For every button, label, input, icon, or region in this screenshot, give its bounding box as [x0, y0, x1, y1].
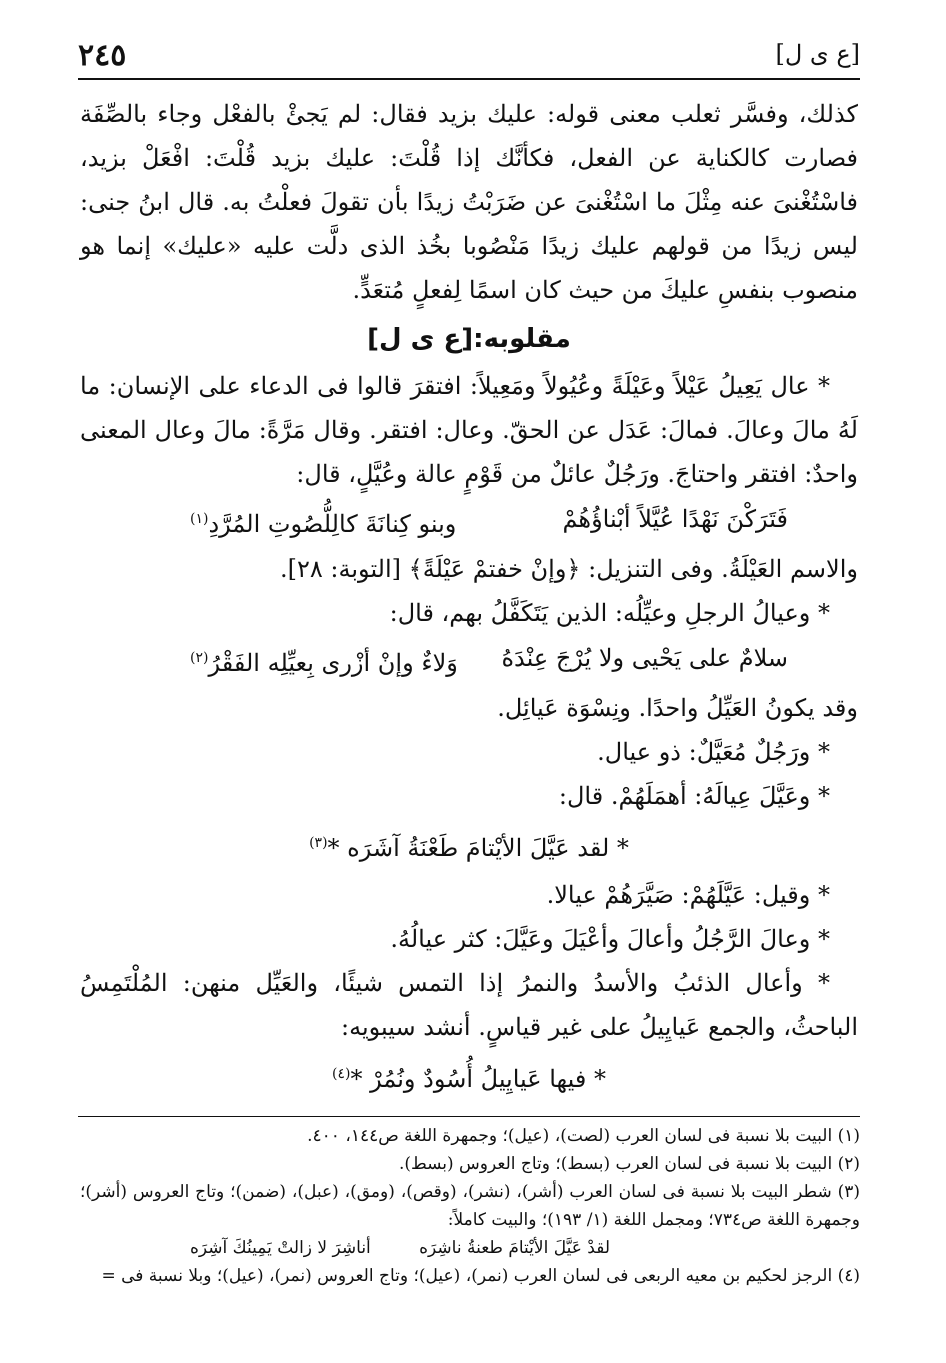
entry-line-7: * وعَيَّلَ عِيالَهُ: أهمَلَهُمْ. قال:: [558, 782, 830, 810]
paragraph-3: والاسم العَيْلَةُ. وفى التنزيل: ﴿وإنْ خفتمْ عَيْلَةً﴾ [التوبة: ٢٨].: [280, 555, 858, 583]
footnote-rule: [78, 1116, 860, 1117]
page-number: ٢٤٥: [78, 38, 127, 73]
verse-3: [80, 818, 858, 873]
paragraph-5: وقد يكونُ العَيِّلُ واحدًا. ونِسْوَة عَيائِل.: [497, 694, 858, 722]
verse-4-text: * فيها عَيايِيلُ أُسُودٌ ونُمُرْ *: [350, 1065, 606, 1093]
paragraph-10: * وأعال الذئبُ والأسدُ والنمرُ إذا التمس شيئًا، والعَيِّل منهن: المُلْتَمِسُ الباحثُ، والجمع عَيايِيلُ على غير قياسٍ. أنشد سيبويه:: [80, 969, 858, 1041]
paragraph-4: * وعيالُ الرجلِ وعيِّلُه: الذين يَتَكَفَّلُ بهم، قال:: [389, 599, 830, 627]
main-text: [80, 92, 858, 1104]
footnotes: [80, 1122, 860, 1290]
footnote-ref-1: (١): [190, 511, 209, 527]
footnote-4: (٤) الرجز لحكيم بن معيه الربعى فى لسان العرب (نمر)، (عيل)؛ وتاج العروس (نمر)، (عيل)؛ وبلا نسبة فى =: [101, 1266, 860, 1286]
verse-1-first-hemistich: فَتَرَكْنَ نَهْدًا عُيَّلاً أبْناؤُهُمْ: [562, 505, 788, 533]
footnote-1: (١) البيت بلا نسبة فى لسان العرب (لصت)، (عيل)؛ وجمهرة اللغة ص١٤٤، ٤٠٠.: [307, 1126, 860, 1146]
header-rule: [78, 78, 860, 80]
verse-2-second-text: وَلاءٌ وإنْ أزْرى بِعيِّلِه الفَقْرُ: [208, 649, 458, 677]
footnote-3: (٣) شطر البيت بلا نسبة فى لسان العرب (أشر)، (نشر)، (وقص)، (ومق)، (عبل)، (ضمن)؛ وتاج العروس (أشر)؛ وجمهرة اللغة ص٧٣٤؛ ومجمل اللغة (١/ ١٩٣)؛ والبيت كاملاً:: [80, 1182, 860, 1230]
footnote-3-verse: [80, 1234, 860, 1262]
verse-1-second-text: وبنو كِنانَةَ كالِلُّصُوتِ المُرَّدِ: [208, 510, 457, 538]
paragraph-1: كذلك، وفسَّر ثعلب معنى قوله: عليك بزيد فقال: لم يَجئْ بالفعْل وجاء بالصِّفَة فصارت كالكناية عن الفعل، فكأنَّك إذا قُلْتَ: عليك بزيد قُلْتَ: افْعَلْ بزيد، فاسْتُغْنىَ عنه مِثْلَ ما اسْتُغْنىَ عن ضَرَبْتُ زيدًا بأن تقولَ فعلْتُ به. قال ابنُ جنى: ليس زيدًا من قولهم عليك زيدًا مَنْصُوبا بخُذ الذى دلَّت عليه «عليك» إنما هو منصوب بنفسِ عليكَ من حيث كان اسمًا لِفعلٍ مُتعَدٍّ.: [80, 100, 858, 304]
footnote-ref-4: (٤): [332, 1066, 351, 1082]
page-header: [78, 38, 860, 72]
verse-1: [80, 496, 858, 547]
verse-2-first-hemistich: سلامٌ على يَحْيى ولا يُرْجَ عِنْدَهُ: [501, 644, 788, 672]
footnote-ref-3: (٣): [309, 835, 328, 851]
footnote-ref-2: (٢): [190, 650, 209, 666]
entry-line-8: * وقيل: عَيَّلَهُمْ: صَيَّرَهُمْ عيالا.: [546, 881, 830, 909]
verse-2: [80, 635, 858, 686]
verse-1-second-hemistich: [190, 496, 456, 547]
footnote-3-verse-second: أناشِرَ لا زالتْ يَمِينُكَ آشِرَه: [190, 1238, 371, 1258]
verse-3-text: * لقد عَيَّلَ الأيْتامَ طَعْنَةُ آشَرَه *: [327, 834, 629, 862]
running-head: [ع ى ل]: [775, 40, 860, 68]
entry-line-9: * وعالَ الرَّجُلُ وأعالَ وأعْيَلَ وعَيَّلَ: كثر عيالُهُ.: [390, 925, 830, 953]
entry-line-6: * ورَجُلٌ مُعَيَّلٌ: ذو عيال.: [597, 738, 830, 766]
verse-4: [80, 1049, 858, 1104]
paragraph-2: * عال يَعِيلُ عَيْلاً وعَيْلَةً وعُيُولاً ومَعِيلاً: افتقرَ قالوا فى الدعاء على الإنسان: ما لَهُ مالَ وعالَ. فمالَ: عَدَل عن الحقّ. وعال: افتقر. وقال مَرَّةً: مالَ وعال المعنى واحدٌ: افتقر واحتاجَ. ورَجُلٌ عائلٌ من قَوْمٍ عالة وعُيَّلٍ، قال:: [80, 372, 858, 488]
footnote-2: (٢) البيت بلا نسبة فى لسان العرب (بسط)؛ وتاج العروس (بسط).: [398, 1154, 860, 1174]
section-heading: مقلوبه:[ع ى ل]: [367, 324, 571, 354]
verse-2-second-hemistich: [190, 635, 458, 686]
footnote-3-verse-first: لقدْ عَيَّلَ الأيْتامَ طعنةُ ناشِرَه: [419, 1238, 610, 1258]
